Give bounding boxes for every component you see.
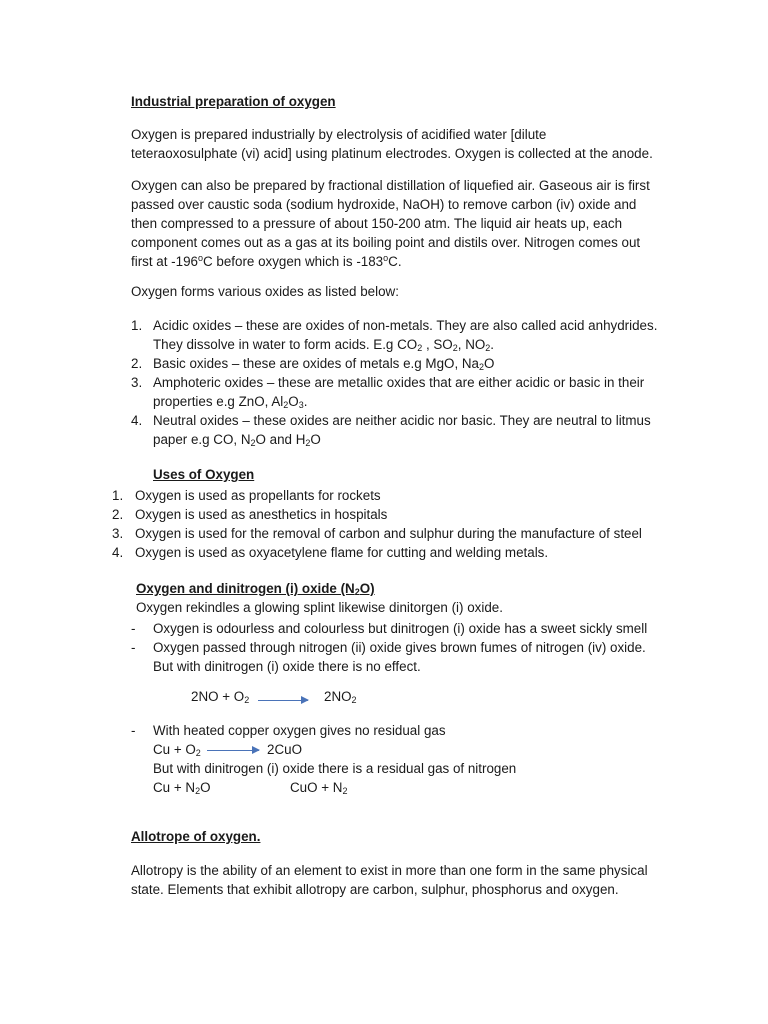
text-line: Allotropy is the ability of an element to exist in more than one form in the same physical <box>131 863 648 878</box>
text-line: Oxygen is prepared industrially by electrolysis of acidified water [dilute <box>131 127 547 142</box>
text-line: first at -196$^o$C before oxygen which is -183$^o$C. <box>131 253 402 269</box>
paragraph-electrolysis <box>131 125 653 163</box>
text-line: component comes out as a gas at its boiling point and distils over. Nitrogen comes out <box>131 235 641 250</box>
text-line: state. Elements that exhibit allotropy are carbon, sulphur, phosphorus and oxygen. <box>131 882 619 897</box>
equation-no-oxygen-left: $2NO + O_2$ <box>191 689 250 705</box>
equation-no-oxygen-right: $2NO_2$ <box>324 689 357 705</box>
text-line: passed over caustic soda (sodium hydroxide, NaOH) to remove carbon (iv) oxide and <box>131 197 637 212</box>
equation-copper-n2o: $Cu + N_2O$ CuO + $N_2$ <box>153 780 348 796</box>
heading-oxygen-and-n2o: Oxygen and dinitrogen (i) oxide $(N_2O)$ <box>136 581 375 597</box>
heading-allotrope: Allotrope of oxygen. <box>131 829 261 844</box>
paragraph-allotropy <box>131 861 648 899</box>
heading-uses-of-oxygen: Uses of Oxygen <box>153 467 255 482</box>
document-page: Industrial preparation of oxygen Oxygen is prepared industrially by electrolysis of acidified water [dilute teteraoxosulphate (vi) acid] using platinum electrodes. Oxygen is collected at the anode. Oxygen can also be prepared by fractional distillation of liquefied air. Gaseous air is first passed over caustic soda (sodium hydroxide, NaOH) to remove carbon (iv) oxide and then compressed to a pressure of about 150-200 atm. The liquid air heats up, each component comes out as a gas at its boiling point and distils over. Nitrogen comes out first at -196$^o$C before oxygen which is -183$^o$C. Oxygen forms various oxides as listed below: 1. Acidic oxides – these are oxides of non-metals. They are also called acid anhydrides. They dissolve in water to form acids. E.g $CO_2$ , $SO_2$, $NO_2$. 2. Basic oxides – these are oxides of metals e.g MgO, $Na_2O$ 3. Amphoteric oxides – these are metallic oxides that are either acidic or basic in their properties e.g ZnO, $Al_2O_3$. 4. Neutral oxides – these oxides are neither acidic nor basic. They are neutral to litmus paper e.g CO, $N_2O$ and $H_2O$ Uses of Oxygen 1. Oxygen is used as propellants for rockets 2. Oxygen is used as anesthetics in hospitals 3. Oxygen is used for the removal of carbon and sulphur during the manufacture of steel 4. Oxygen is used as oxyacetylene flame for cutting and welding metals. Oxygen and dinitrogen (i) oxide $(N_2O)$ Oxygen rekindles a glowing splint likewise dinitorgen (i) oxide. - Oxygen is odourless and colourless but dinitrogen (i) oxide has a sweet sickly smell - Oxygen passed through nitrogen (ii) oxide gives brown fumes of nitrogen (iv) oxide. But with dinitrogen (i) oxide there is no effect. $2NO + O_2$ $2NO_2$ - With heated copper oxygen gives no residual gas $Cu + O_2$ 2CuO But with dinitrogen (i) oxide there is a residual gas of nitrogen $Cu + N_2O$ CuO + $N_2$ Allotrope of oxygen. Allotropy is the ability of an element to exist in more than one form in the same physical state. Elements that exhibit allotropy are carbon, sulphur, phosphorus and oxygen. <box>112 94 658 897</box>
text-line: then compressed to a pressure of about 150-200 atm. The liquid air heats up, each <box>131 216 623 231</box>
oxides-intro: Oxygen forms various oxides as listed below: <box>131 284 399 299</box>
text-line: teteraoxosulphate (vi) acid] using platinum electrodes. Oxygen is collected at the anode. <box>131 146 653 161</box>
n2o-intro: Oxygen rekindles a glowing splint likewise dinitorgen (i) oxide. <box>136 600 503 615</box>
equation-copper-oxygen: $Cu + O_2$ 2CuO <box>153 742 302 758</box>
heading-industrial-preparation: Industrial preparation of oxygen <box>131 94 336 109</box>
text-line: Oxygen can also be prepared by fractional distillation of liquefied air. Gaseous air is first <box>131 178 650 193</box>
reaction-arrow-icon <box>207 750 259 751</box>
reaction-arrow-icon <box>258 700 308 701</box>
paragraph-fractional-distillation <box>131 176 650 271</box>
